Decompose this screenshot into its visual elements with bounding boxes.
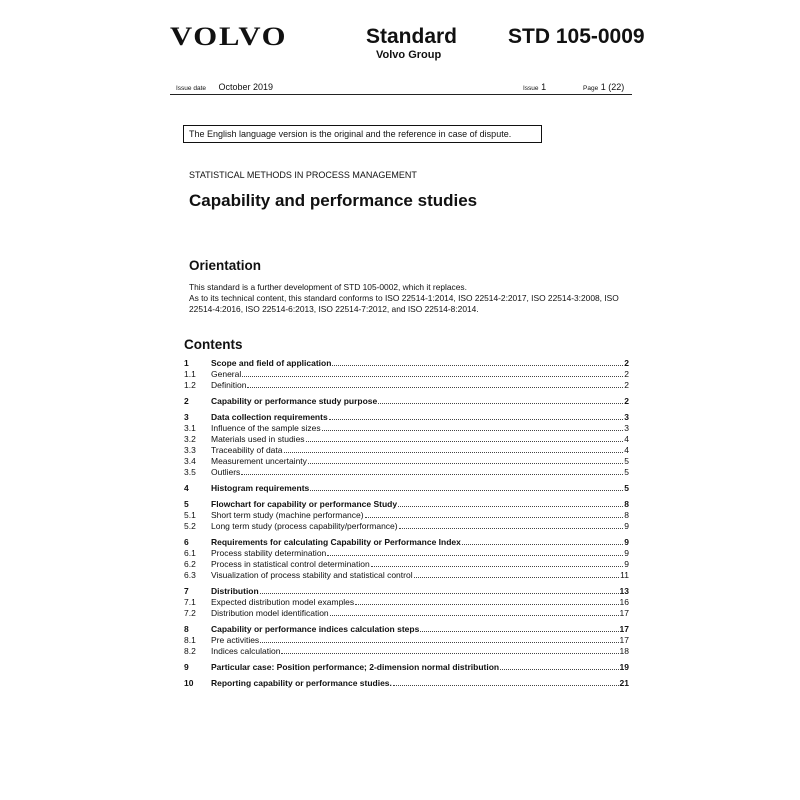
- orientation-line-2: As to its technical content, this standard conforms to ISO 22514-1:2014, ISO 22514-2:2017, ISO 22514-3:2008, ISO 22514-4:2016, ISO 22514-6:2013, ISO 22514-7:2012, and ISO 22514-8:2014.: [189, 293, 619, 314]
- toc-leader-dots: [308, 463, 623, 464]
- toc-entry-number: 9: [184, 662, 189, 672]
- toc-entry[interactable]: [184, 646, 629, 657]
- toc-entry[interactable]: [184, 597, 629, 608]
- toc-entry-title: Long term study (process capability/performance): [211, 521, 398, 531]
- toc-entry[interactable]: [184, 380, 629, 391]
- toc-entry-page: 8: [624, 499, 629, 509]
- toc-leader-dots: [322, 430, 624, 431]
- document-number: STD 105-0009: [508, 25, 645, 48]
- toc-entry-page: 21: [619, 678, 629, 688]
- toc-entry-title: Materials used in studies: [211, 434, 305, 444]
- toc-entry-number: 3.4: [184, 456, 196, 466]
- issue-date-label: Issue date: [176, 85, 206, 92]
- volvo-logo: VOLVO: [170, 22, 288, 51]
- toc-leader-dots: [378, 403, 623, 404]
- toc-entry-number: 5: [184, 499, 189, 509]
- toc-entry-number: 10: [184, 678, 194, 688]
- toc-entry-page: 4: [624, 434, 629, 444]
- toc-entry-page: 18: [619, 646, 629, 656]
- toc-entry[interactable]: [184, 521, 629, 532]
- toc-entry-page: 16: [619, 597, 629, 607]
- orientation-line-1: This standard is a further development of STD 105-0002, which it replaces.: [189, 282, 467, 292]
- toc-entry[interactable]: [184, 559, 629, 570]
- toc-entry-page: 9: [624, 548, 629, 558]
- toc-entry-title: Distribution model identification: [211, 608, 329, 618]
- toc-entry-title: Reporting capability or performance studies.: [211, 678, 392, 688]
- organization: Volvo Group: [376, 49, 442, 61]
- toc-entry-number: 1.2: [184, 380, 196, 390]
- table-of-contents: [184, 358, 629, 689]
- toc-entry-page: 9: [624, 559, 629, 569]
- document-type: Standard: [366, 25, 458, 48]
- toc-entry-title: Expected distribution model examples: [211, 597, 355, 607]
- toc-entry-number: 7.1: [184, 597, 196, 607]
- toc-entry[interactable]: [184, 537, 629, 548]
- toc-leader-dots: [420, 631, 618, 632]
- toc-leader-dots: [414, 577, 620, 578]
- toc-entry-number: 8: [184, 624, 189, 634]
- toc-entry-number: 6.3: [184, 570, 196, 580]
- toc-entry-page: 4: [624, 445, 629, 455]
- issue-date-field: [176, 82, 273, 92]
- language-notice: The English language version is the original and the reference in case of dispute.: [183, 125, 542, 143]
- toc-entry[interactable]: [184, 358, 629, 369]
- toc-entry[interactable]: [184, 423, 629, 434]
- toc-entry-title: Capability or performance study purpose: [211, 396, 378, 406]
- toc-entry-title: Requirements for calculating Capability or Performance Index: [211, 537, 461, 547]
- toc-entry-page: 5: [624, 483, 629, 493]
- toc-entry-number: 5.2: [184, 521, 196, 531]
- toc-leader-dots: [260, 593, 619, 594]
- toc-entry[interactable]: [184, 678, 629, 689]
- toc-entry[interactable]: [184, 456, 629, 467]
- header-divider: [170, 94, 632, 95]
- toc-entry-page: 2: [624, 396, 629, 406]
- section-label: STATISTICAL METHODS IN PROCESS MANAGEMENT: [189, 170, 417, 180]
- toc-entry-page: 2: [624, 369, 629, 379]
- toc-entry-page: 5: [624, 456, 629, 466]
- toc-entry-title: Scope and field of application: [211, 358, 332, 368]
- contents-heading: Contents: [184, 337, 243, 352]
- toc-leader-dots: [393, 685, 619, 686]
- toc-entry-number: 7: [184, 586, 189, 596]
- toc-entry-page: 17: [619, 635, 629, 645]
- toc-entry-page: 8: [624, 510, 629, 520]
- toc-entry-number: 1: [184, 358, 189, 368]
- toc-entry-page: 19: [619, 662, 629, 672]
- toc-entry-title: Process in statistical control determination: [211, 559, 370, 569]
- toc-leader-dots: [332, 365, 623, 366]
- toc-entry-page: 2: [624, 380, 629, 390]
- toc-entry-number: 3.5: [184, 467, 196, 477]
- toc-leader-dots: [399, 528, 624, 529]
- toc-entry-title: Visualization of process stability and statistical control: [211, 570, 413, 580]
- toc-entry-title: Distribution: [211, 586, 259, 596]
- toc-entry-number: 3.3: [184, 445, 196, 455]
- toc-entry-page: 3: [624, 412, 629, 422]
- toc-entry[interactable]: [184, 412, 629, 423]
- toc-entry-number: 3: [184, 412, 189, 422]
- toc-entry-number: 1.1: [184, 369, 196, 379]
- toc-entry-title: Capability or performance indices calculation steps: [211, 624, 420, 634]
- toc-entry[interactable]: [184, 369, 629, 380]
- toc-entry-title: Pre activities: [211, 635, 260, 645]
- toc-leader-dots: [462, 544, 623, 545]
- issue-value: 1: [541, 82, 547, 92]
- toc-leader-dots: [310, 490, 623, 491]
- page-field: [583, 82, 624, 92]
- toc-entry-title: Outliers: [211, 467, 241, 477]
- page-label: Page: [583, 85, 599, 92]
- toc-entry-title: Short term study (machine performance): [211, 510, 364, 520]
- toc-entry-page: 9: [624, 521, 629, 531]
- issue-field: [523, 82, 546, 92]
- toc-leader-dots: [284, 452, 624, 453]
- toc-entry[interactable]: [184, 483, 629, 494]
- toc-leader-dots: [260, 642, 618, 643]
- toc-entry-title: Indices calculation: [211, 646, 281, 656]
- toc-leader-dots: [398, 506, 623, 507]
- toc-leader-dots: [330, 615, 619, 616]
- toc-entry[interactable]: [184, 445, 629, 456]
- orientation-text: [189, 282, 639, 315]
- toc-entry-page: 17: [619, 624, 629, 634]
- issue-label: Issue: [523, 85, 539, 92]
- toc-entry-number: 3.1: [184, 423, 196, 433]
- toc-entry-number: 3.2: [184, 434, 196, 444]
- toc-entry-number: 6.2: [184, 559, 196, 569]
- toc-entry-title: Definition: [211, 380, 247, 390]
- toc-entry[interactable]: [184, 434, 629, 445]
- toc-leader-dots: [355, 604, 618, 605]
- toc-leader-dots: [371, 566, 624, 567]
- issue-date-value: October 2019: [218, 82, 274, 92]
- toc-entry-number: 2: [184, 396, 189, 406]
- toc-entry-page: 9: [624, 537, 629, 547]
- toc-entry[interactable]: [184, 548, 629, 559]
- toc-entry[interactable]: [184, 570, 629, 581]
- page-value: 1 (22): [600, 82, 625, 92]
- page-title: Capability and performance studies: [189, 191, 478, 210]
- toc-entry-page: 3: [624, 423, 629, 433]
- toc-entry[interactable]: [184, 510, 629, 521]
- toc-entry-page: 13: [619, 586, 629, 596]
- toc-entry-page: 2: [624, 358, 629, 368]
- toc-entry-number: 8.2: [184, 646, 196, 656]
- toc-entry[interactable]: [184, 662, 629, 673]
- toc-leader-dots: [500, 669, 618, 670]
- toc-leader-dots: [329, 419, 624, 420]
- toc-entry-number: 4: [184, 483, 189, 493]
- toc-leader-dots: [306, 441, 624, 442]
- toc-entry-number: 8.1: [184, 635, 196, 645]
- toc-entry[interactable]: [184, 635, 629, 646]
- toc-leader-dots: [241, 474, 623, 475]
- toc-entry-title: Flowchart for capability or performance Study: [211, 499, 398, 509]
- toc-entry[interactable]: [184, 467, 629, 478]
- toc-entry-number: 5.1: [184, 510, 196, 520]
- toc-leader-dots: [242, 376, 623, 377]
- toc-entry-title: Traceability of data: [211, 445, 283, 455]
- toc-entry-number: 6: [184, 537, 189, 547]
- toc-entry-title: Process stability determination: [211, 548, 327, 558]
- toc-entry-title: Influence of the sample sizes: [211, 423, 321, 433]
- toc-leader-dots: [327, 555, 623, 556]
- toc-entry-page: 17: [619, 608, 629, 618]
- toc-entry-title: General: [211, 369, 242, 379]
- toc-entry-number: 6.1: [184, 548, 196, 558]
- toc-entry-title: Particular case: Position performance; 2-dimension normal distribution: [211, 662, 500, 672]
- toc-leader-dots: [247, 387, 623, 388]
- orientation-heading: Orientation: [189, 258, 262, 273]
- toc-entry[interactable]: [184, 499, 629, 510]
- toc-entry[interactable]: [184, 624, 629, 635]
- toc-leader-dots: [365, 517, 624, 518]
- toc-entry[interactable]: [184, 586, 629, 597]
- toc-entry-title: Measurement uncertainty: [211, 456, 307, 466]
- toc-entry-page: 11: [620, 570, 629, 580]
- toc-entry-number: 7.2: [184, 608, 196, 618]
- toc-entry-title: Histogram requirements: [211, 483, 310, 493]
- toc-entry[interactable]: [184, 608, 629, 619]
- toc-entry-page: 5: [624, 467, 629, 477]
- toc-entry-title: Data collection requirements: [211, 412, 328, 422]
- toc-leader-dots: [281, 653, 618, 654]
- toc-entry[interactable]: [184, 396, 629, 407]
